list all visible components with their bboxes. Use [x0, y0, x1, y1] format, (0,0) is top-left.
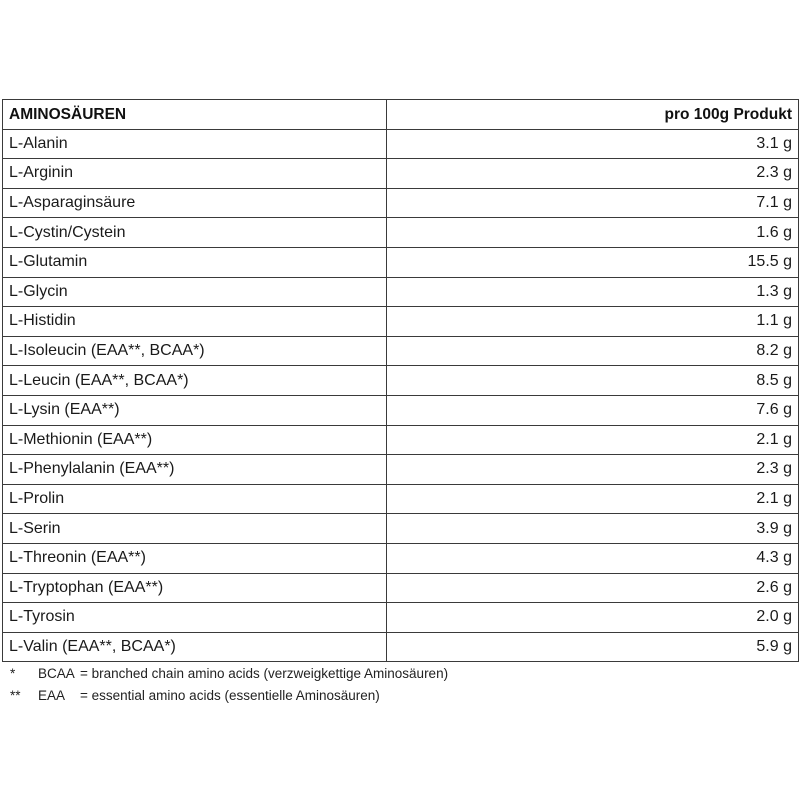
amino-acid-amount: 8.2 g — [387, 336, 799, 366]
footnote-text: = branched chain amino acids (verzweigkettige Aminosäuren) — [80, 666, 449, 681]
amino-acid-name: L-Prolin — [3, 484, 387, 514]
table-row — [3, 218, 799, 248]
amino-acid-name: L-Glycin — [3, 277, 387, 307]
table-row — [3, 455, 799, 485]
table-row — [3, 573, 799, 603]
amino-acid-name: L-Cystin/Cystein — [3, 218, 387, 248]
table-body — [3, 129, 799, 662]
table-row — [3, 543, 799, 573]
amino-acid-amount: 15.5 g — [387, 247, 799, 277]
amino-acid-name: L-Serin — [3, 514, 387, 544]
table-row — [3, 336, 799, 366]
amino-acid-name: L-Glutamin — [3, 247, 387, 277]
amino-acid-name: L-Lysin (EAA**) — [3, 395, 387, 425]
amino-acid-name: L-Histidin — [3, 307, 387, 337]
column-header-per-100g: pro 100g Produkt — [387, 100, 799, 130]
amino-acid-name: L-Threonin (EAA**) — [3, 543, 387, 573]
table-row — [3, 395, 799, 425]
table-row — [3, 247, 799, 277]
amino-acid-name: L-Methionin (EAA**) — [3, 425, 387, 455]
table-row — [3, 603, 799, 633]
amino-acid-amount: 2.6 g — [387, 573, 799, 603]
amino-acid-name: L-Tryptophan (EAA**) — [3, 573, 387, 603]
amino-acid-name: L-Leucin (EAA**, BCAA*) — [3, 366, 387, 396]
amino-acid-name: L-Alanin — [3, 129, 387, 159]
amino-acid-amount: 2.1 g — [387, 484, 799, 514]
table-row — [3, 425, 799, 455]
amino-acid-amount: 7.6 g — [387, 395, 799, 425]
footnote-marker: ** — [10, 688, 21, 703]
table-row — [3, 159, 799, 189]
amino-acid-amount: 2.1 g — [387, 425, 799, 455]
table-row — [3, 632, 799, 662]
amino-acid-amount: 3.9 g — [387, 514, 799, 544]
amino-acid-name: L-Arginin — [3, 159, 387, 189]
table-row — [3, 307, 799, 337]
amino-acid-name: L-Asparaginsäure — [3, 188, 387, 218]
table-row — [3, 484, 799, 514]
table-row — [3, 188, 799, 218]
table-row — [3, 129, 799, 159]
footnote-abbreviation: BCAA — [38, 666, 75, 681]
table-row — [3, 277, 799, 307]
table-header-row — [3, 100, 799, 130]
amino-acid-amount: 5.9 g — [387, 632, 799, 662]
amino-acid-amount: 2.3 g — [387, 455, 799, 485]
amino-acid-amount: 1.3 g — [387, 277, 799, 307]
amino-acid-amount: 3.1 g — [387, 129, 799, 159]
footnote-line — [10, 685, 448, 707]
amino-acid-amount: 1.1 g — [387, 307, 799, 337]
footnote-marker: * — [10, 666, 16, 681]
amino-acid-amount: 2.0 g — [387, 603, 799, 633]
amino-acid-amount: 7.1 g — [387, 188, 799, 218]
footnotes — [10, 663, 448, 707]
table-row — [3, 366, 799, 396]
amino-acid-amount: 8.5 g — [387, 366, 799, 396]
amino-acid-name: L-Tyrosin — [3, 603, 387, 633]
column-header-amino-acids: AMINOSÄUREN — [3, 100, 387, 130]
footnote-text: = essential amino acids (essentielle Aminosäuren) — [80, 688, 380, 703]
amino-acid-amount: 2.3 g — [387, 159, 799, 189]
table-row — [3, 514, 799, 544]
amino-acid-name: L-Isoleucin (EAA**, BCAA*) — [3, 336, 387, 366]
amino-acid-amount: 1.6 g — [387, 218, 799, 248]
amino-acid-table — [2, 99, 799, 662]
footnote-line — [10, 663, 448, 685]
amino-acid-amount: 4.3 g — [387, 543, 799, 573]
amino-acid-name: L-Valin (EAA**, BCAA*) — [3, 632, 387, 662]
amino-acid-name: L-Phenylalanin (EAA**) — [3, 455, 387, 485]
footnote-abbreviation: EAA — [38, 688, 66, 703]
